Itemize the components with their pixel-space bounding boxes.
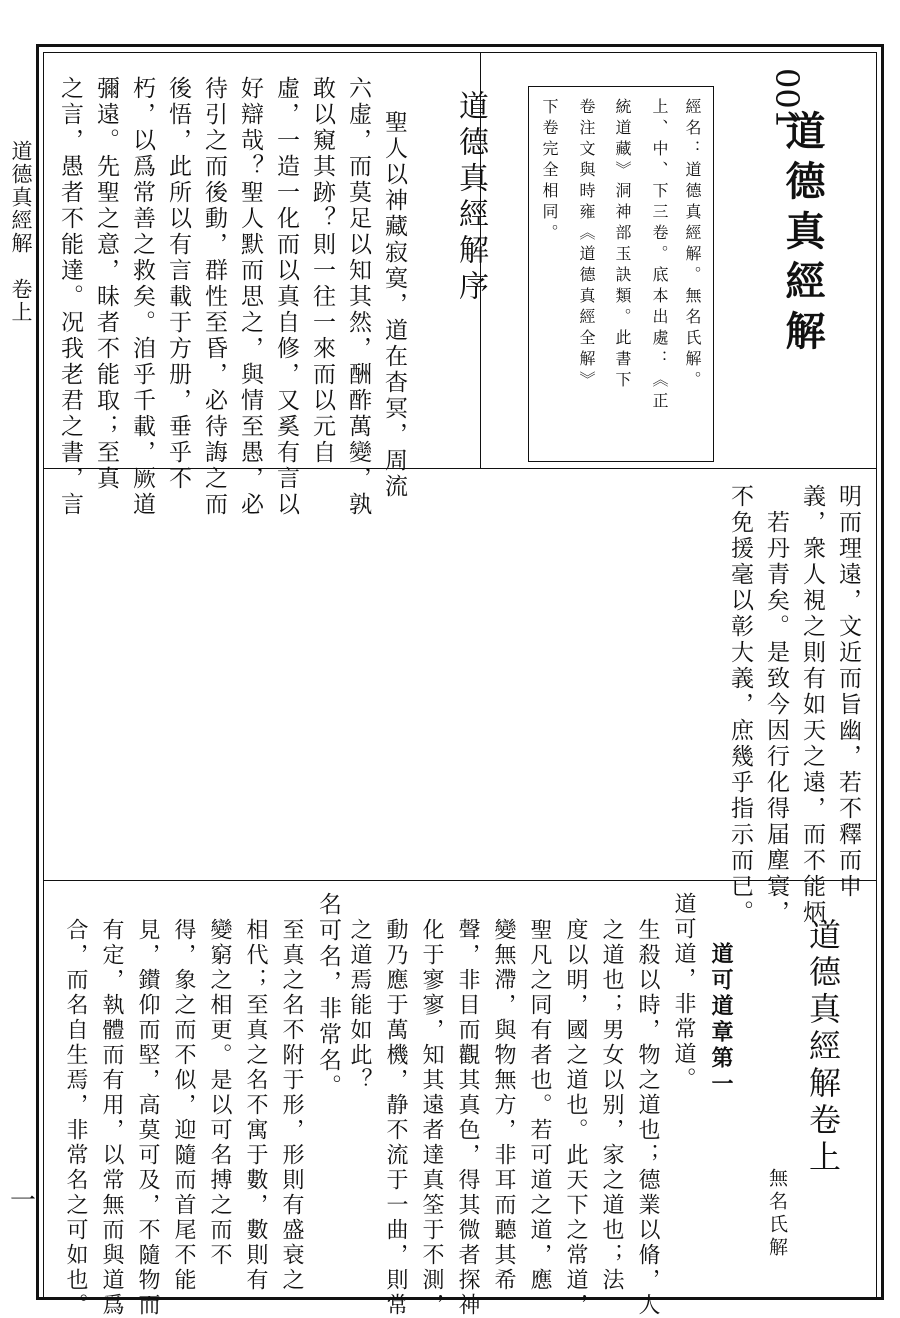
page-number: 一 (10, 1186, 37, 1216)
commentary-line: 變窮之相更。是以可名搏之而不 (207, 918, 232, 1268)
preface-line: 敢以窺其跡？則一往一來而以元自 (309, 76, 335, 466)
commentary-line: 之道也；男女以别，家之道也；法 (599, 918, 624, 1293)
commentary-line: 化于寥寥，知其遠者達真筌于不測， (419, 918, 444, 1318)
info-line: 下卷完全相同。 (540, 98, 559, 245)
book-title: 道德真經解 (779, 110, 826, 360)
commentary-line: 動乃應于萬機，静不流于一曲，則常 (383, 918, 408, 1318)
preface-line: 虛，一造一化而以真自修，又奚有言以 (273, 76, 299, 518)
preface-line: 後悟，此所以有言載于方册，垂乎不 (165, 76, 191, 492)
commentary-line: 有定，執體而有用，以常無而與道爲 (99, 918, 124, 1318)
preface-title: 道德真經解序 (453, 90, 488, 306)
running-title: 道德真經解 卷上 (9, 140, 33, 324)
commentary-line: 聖凡之同有者也。若可道之道，應 (527, 918, 552, 1293)
preface-line: 之言，愚者不能達。况我老君之書，言 (57, 76, 83, 518)
info-line: 統道藏》洞神部玉訣類。此書下 (613, 98, 632, 392)
preface-line: 好辯哉？聖人默而思之，與情至愚，必 (237, 76, 263, 518)
commentary-line: 生殺以時，物之道也；德業以脩，人 (635, 918, 660, 1318)
juan-title: 道德真經解卷上 (804, 918, 842, 1177)
commentary-line: 合，而名自生焉，非常名之可如也。 (63, 918, 88, 1318)
author-line: 無名氏解 (766, 1168, 788, 1260)
commentary-line: 見，鑚仰而堅，高莫可及，不隨物而 (135, 918, 160, 1318)
chapter-title: 道可道章第一 (708, 942, 734, 1098)
info-line: 卷注文與時雍《道德真經全解》 (577, 98, 596, 392)
commentary-line: 聲，非目而觀其真色，得其微者探神 (455, 918, 480, 1318)
preface-line: 朽，以爲常善之救矣。洎乎千載，厥道 (129, 76, 155, 518)
preface-continued-line: 若丹青矣。是致今因行化得届塵寰， (763, 510, 789, 926)
commentary-line: 度以明，國之道也。此天下之常道， (563, 918, 588, 1318)
preface-line: 聖人以神藏寂寞，道在杳冥，周流 (381, 110, 407, 500)
preface-line: 待引之而後動，群性至昏，必待誨之而 (201, 76, 227, 518)
preface-continued-line: 義，衆人視之則有如天之遠，而不能炳 (799, 484, 825, 926)
commentary-line: 之道焉能如此？ (347, 918, 372, 1093)
preface-line: 六虚，而莫足以知其然，酬酢萬變，孰 (345, 76, 371, 518)
scripture-line: 名可名，非常名。 (315, 892, 341, 1100)
preface-line: 彌遠。先聖之意，昧者不能取；至真 (93, 76, 119, 492)
commentary-line: 得，象之而不似，迎隨而首尾不能 (171, 918, 196, 1293)
preface-continued-line: 不免援毫以彰大義，庶幾乎指示而已。 (727, 484, 753, 926)
commentary-line: 相代；至真之名不寓于數，數則有 (243, 918, 268, 1293)
info-line: 上、中、下三卷。底本出處：《正 (650, 98, 669, 413)
scripture-line: 道可道，非常道。 (671, 892, 696, 1092)
info-line: 經名：道德真經解。無名氏解。 (683, 98, 702, 392)
commentary-line: 至真之名不附于形，形則有盛衰之 (279, 918, 304, 1293)
preface-continued-line: 明而理遠，文近而旨幽，若不釋而申 (835, 484, 861, 900)
page-serial-number: 001 (768, 68, 806, 130)
commentary-line: 變無滯，與物無方，非耳而聽其希 (491, 918, 516, 1293)
